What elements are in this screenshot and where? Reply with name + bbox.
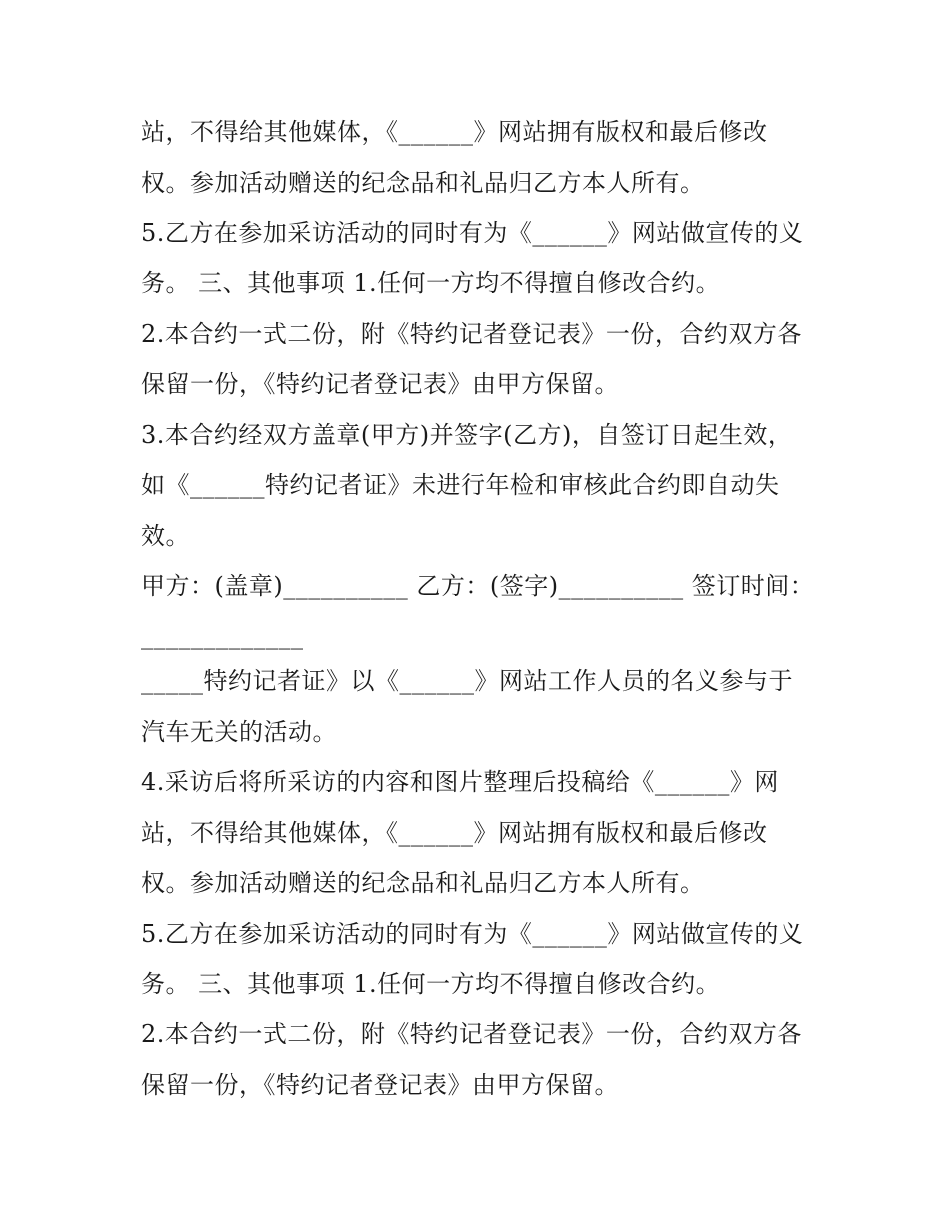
text-line: 站，不得给其他媒体，《______》网站拥有版权和最后修改 (141, 118, 768, 146)
signature-date-blank: _____________ (141, 622, 304, 650)
text-line: 务。 三、其他事项 1.任何一方均不得擅自修改合约。 (141, 269, 721, 297)
signature-line: 甲方：(盖章)__________ 乙方：(签字)__________ 签订时间： (141, 572, 815, 600)
text-line: 2.本合约一式二份，附《特约记者登记表》一份，合约双方各 (141, 1020, 802, 1048)
text-line: 效。 (141, 522, 190, 550)
text-line: _____特约记者证》以《______》网站工作人员的名义参与于 (141, 667, 793, 695)
text-line: 如《______特约记者证》未进行年检和审核此合约即自动失 (141, 471, 780, 499)
text-line: 权。参加活动赠送的纪念品和礼品归乙方本人所有。 (141, 869, 705, 897)
text-line: 3.本合约经双方盖章(甲方)并签字(乙方)，自签订日起生效， (141, 421, 793, 449)
text-line: 务。 三、其他事项 1.任何一方均不得擅自修改合约。 (141, 970, 721, 998)
text-line: 站，不得给其他媒体，《______》网站拥有版权和最后修改 (141, 819, 768, 847)
text-line: 4.采访后将所采访的内容和图片整理后投稿给《______》网 (141, 768, 779, 796)
text-line: 5.乙方在参加采访活动的同时有为《______》网站做宣传的义 (141, 920, 804, 948)
text-line: 权。参加活动赠送的纪念品和礼品归乙方本人所有。 (141, 169, 705, 197)
text-line: 保留一份，《特约记者登记表》由甲方保留。 (141, 1071, 619, 1099)
text-line: 2.本合约一式二份，附《特约记者登记表》一份，合约双方各 (141, 320, 802, 348)
text-line: 汽车无关的活动。 (141, 718, 337, 746)
text-line: 保留一份，《特约记者登记表》由甲方保留。 (141, 370, 619, 398)
text-line: 5.乙方在参加采访活动的同时有为《______》网站做宣传的义 (141, 219, 804, 247)
